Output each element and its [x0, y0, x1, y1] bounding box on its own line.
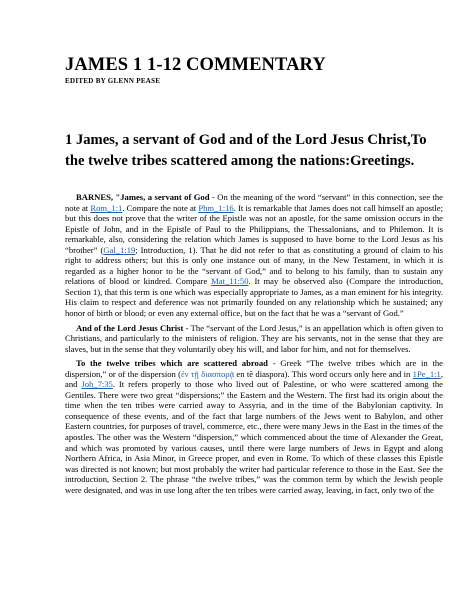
commentary-paragraph: [65, 192, 443, 319]
scripture-link[interactable]: 1Pe_1:1: [412, 368, 441, 379]
paragraph-text: . Compare the note at: [122, 202, 199, 213]
paragraph-label: To the twelve tribes which are scattered abroad: [76, 358, 268, 369]
commentary-paragraph: [65, 323, 443, 355]
scripture-link[interactable]: Gal_1:19: [103, 244, 136, 255]
paragraph-label: BARNES, "James, a servant of God: [76, 192, 210, 202]
page-title: JAMES 1 1-12 COMMENTARY: [65, 55, 326, 75]
paragraph-text: - The “servant of the Lord Jesus,” is an appellation which is often given to Christians, and particularly to the ministers of religion. They are his servants, not in the sense that they are slaves, but in the sense that they voluntarily obey his will, and labor for him, and not for themselves.: [65, 322, 443, 354]
scripture-link[interactable]: Joh_7:35: [81, 379, 113, 390]
verse-heading: 1 James, a servant of God and of the Lord Jesus Christ,To the twelve tribes scattered among the nations:Greetings.: [65, 132, 427, 169]
paragraph-text: . It is remarkable that James does not call himself an apostle; but this does not prove that the writer of the Epistle was not an apostle, for the same omission occurs in the Epistle of John, and in the Epistle of Paul to the Philippians, the Thessalonians, and to Philemon. It is remarkable, also, considering the relation which James is supposed to have borne to the Lord Jesus as his “brother” (: [65, 202, 444, 255]
scripture-link[interactable]: Phm_1:16: [198, 202, 234, 213]
commentary-body: [65, 192, 443, 499]
scripture-link[interactable]: Mat_11:50: [211, 276, 249, 287]
paragraph-text: . It refers properly to those who lived out of Palestine, or who were scattered among the Gentiles. There were two great “dispersions;” the Eastern and the Western. The first had its origin about the time when the ten tribes were carried away to Assyria, and in the time of the Babylonian captivity. In consequence of these events, and of the fact that large numbers of the Jews went to Babylon, and other Eastern countries, for purposes of travel, commerce, etc., there were many Jews in the East in the times of the apostles. The other was the Western “dispersion,” which commenced about the time of Alexander the Great, and which was promoted by various causes, until there were large numbers of Jews in Egypt and along Northern Africa, in Asia Minor, in Greece proper, and even in Rome. To which of these classes this Epistle was directed is not known; but most probably the writer had particular reference to those in the East. See the introduction, Section 2. The phrase “the twelve tribes,” was the common term by which the Jewish people were designated, and was in use long after the ten tribes were carried away, leaving, in fact, only two of the: [65, 379, 443, 495]
paragraph-text: - Greek “The twelve tribes which are in the dispersion,” or of the dispersion (: [65, 358, 443, 379]
editor-credit: EDITED BY GLENN PEASE: [65, 77, 161, 85]
greek-text: ἐν τῇ διασπορᾷ: [181, 368, 235, 379]
paragraph-text: , and: [65, 368, 443, 390]
scripture-link[interactable]: Rom_1:1: [90, 202, 123, 213]
paragraph-text: - On the meaning of the word “servant” in this connection, see the note at: [65, 192, 443, 213]
paragraph-text: en tē diaspora). This word occurs only here and in: [234, 368, 413, 379]
paragraph-text: . It may be observed also (Compare the introduction, Section 1), that this term is one which was especially appropriate to James, as a man eminent for his integrity. His claim to respect and deference was not primarily founded on any relationship which he sustained; any honor of birth or blood; or even any external office, but on the fact that he was a “servant of God.”: [65, 276, 443, 319]
commentary-paragraph: [65, 358, 443, 495]
paragraph-label: And of the Lord Jesus Christ: [76, 322, 184, 333]
paragraph-text: ; Introduction, 1). That he did not refer to that as constituting a ground of claim to his right to address others; but this is only one instance out of many, in the New Testament, in which it is regarded as a higher honor to be the “servant of God,” and to belong to his family, than to sustain any relations of blood or kindred. Compare: [65, 244, 443, 287]
